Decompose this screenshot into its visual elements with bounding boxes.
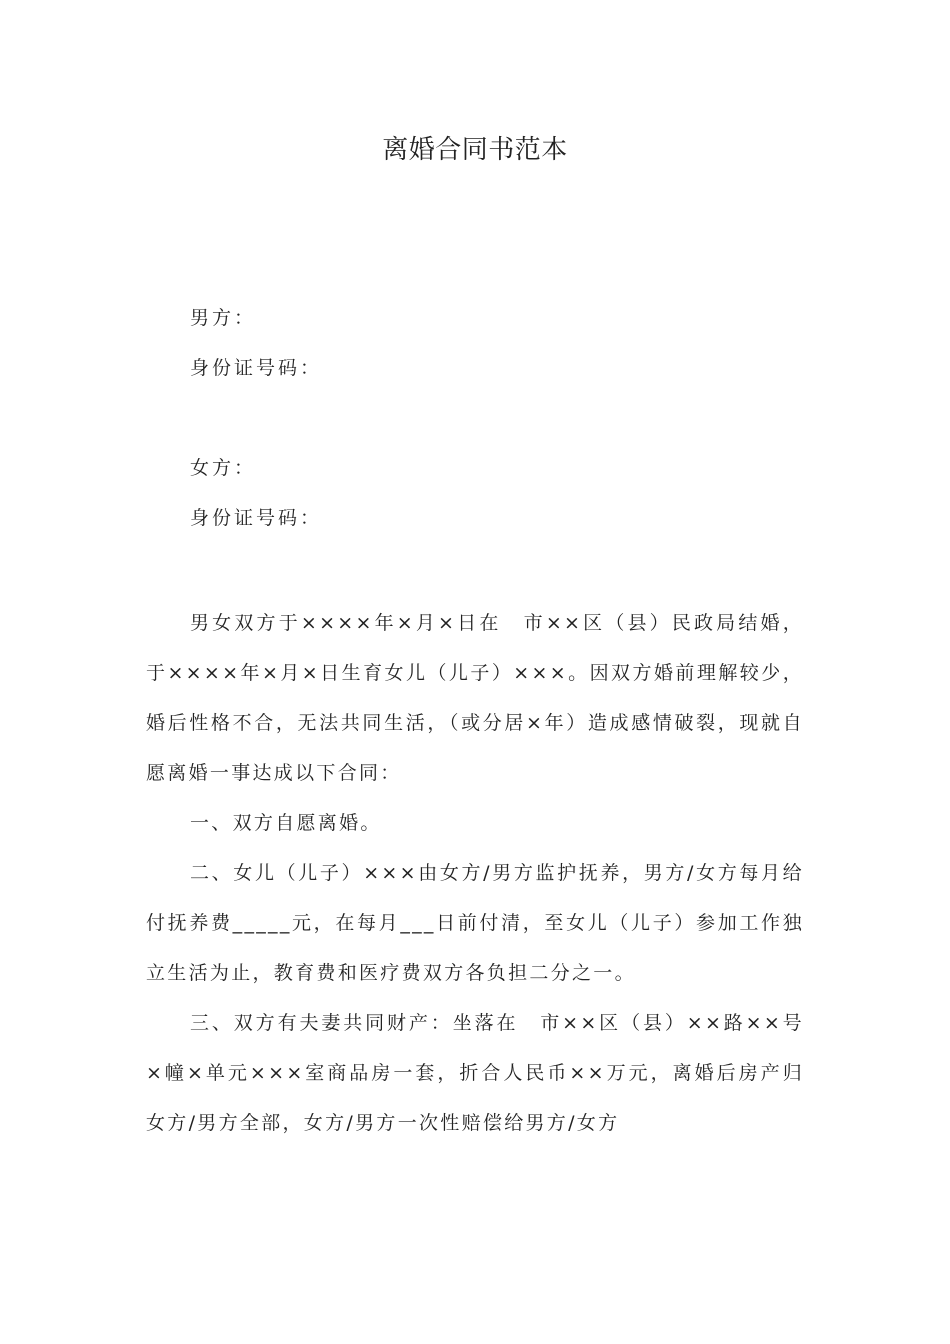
contract-body bbox=[146, 598, 804, 1148]
document-title: 离婚合同书范本 bbox=[382, 135, 568, 165]
male-id-number-label: 身份证号码： bbox=[190, 357, 323, 379]
male-party-label: 男方： bbox=[190, 307, 257, 329]
female-id-number-label: 身份证号码： bbox=[190, 507, 323, 529]
paragraph-clause-1: 一、双方自愿离婚。 bbox=[190, 812, 382, 834]
paragraph-preamble: 男女双方于××××年×月×日在 市××区（县）民政局结婚，于××××年×月×日生育女儿（儿子）×××。因双方婚前理解较少，婚后性格不合，无法共同生活，（或分居×年）造成感情破裂，现就自愿离婚一事达成以下合同： bbox=[146, 612, 804, 784]
paragraph-clause-3: 三、双方有夫妻共同财产：坐落在 市××区（县）××路××号×幢×单元×××室商品房一套，折合人民币××万元，离婚后房产归女方/男方全部，女方/男方一次性赔偿给男方/女方 bbox=[146, 1012, 804, 1134]
female-party-label: 女方： bbox=[190, 457, 257, 479]
paragraph-clause-2: 二、女儿（儿子）×××由女方/男方监护抚养，男方/女方每月给付抚养费_____元，在每月___日前付清，至女儿（儿子）参加工作独立生活为止，教育费和医疗费双方各负担二分之一。 bbox=[146, 862, 804, 984]
